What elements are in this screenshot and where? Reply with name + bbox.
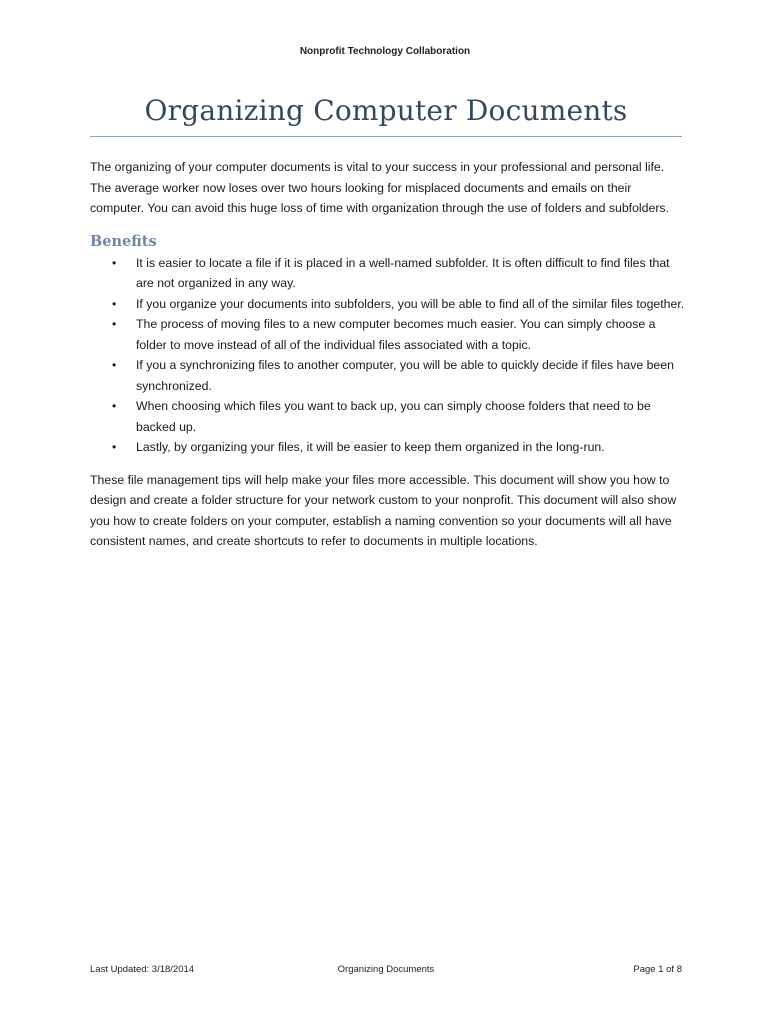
page-header: Nonprofit Technology Collaboration [299, 46, 471, 57]
document-body [90, 157, 686, 552]
list-item-text: It is easier to locate a file if it is placed in a well-named subfolder. It is often difficult to find files that are not organized in any way. [136, 255, 670, 290]
bullet-icon: • [112, 317, 117, 331]
bullet-icon: • [112, 255, 117, 270]
document-title: Organizing Computer Documents [144, 94, 628, 127]
list-item-text: The process of moving files to a new computer becomes much easier. You can simply choose a folder to move instead of all of the individual files associated with a topic. [136, 317, 656, 352]
list-item [90, 396, 686, 437]
title-divider [90, 136, 682, 137]
list-item [90, 294, 686, 315]
list-item-text: If you organize your documents into subfolders, you will be able to find all of the similar files together. [136, 296, 685, 311]
list-item [90, 355, 686, 396]
last-updated: Last Updated: 3/18/2014 [90, 964, 195, 975]
list-item-text: If you a synchronizing files to another computer, you will be able to quickly decide if files have been synchronized. [136, 358, 674, 393]
bullet-icon: • [112, 296, 117, 311]
closing-paragraph: These file management tips will help make your files more accessible. This document will show you how to design and create a folder structure for your network custom to your nonprofit. This document will also show you how to create folders on your computer, establish a naming convention so your documents will all have consistent names, and create shortcuts to refer to documents in multiple locations. [90, 472, 677, 548]
footer-document-name: Organizing Documents [337, 964, 435, 975]
bullet-icon: • [112, 358, 117, 372]
benefits-list [90, 253, 686, 458]
benefits-heading: Benefits [90, 232, 157, 250]
list-item [90, 314, 686, 355]
bullet-icon: • [112, 440, 117, 454]
page-footer [90, 964, 682, 978]
list-item [90, 253, 686, 294]
list-item [90, 437, 686, 458]
list-item-text: When choosing which files you want to back up, you can simply choose folders that need to be backed up. [136, 399, 651, 434]
intro-paragraph: The organizing of your computer documents is vital to your success in your professional and personal life. The average worker now loses over two hours looking for misplaced documents and emails on their computer. You can avoid this huge loss of time with organization through the use of folders and subfolders. [90, 160, 669, 215]
list-item-text: Lastly, by organizing your files, it will be easier to keep them organized in the long-run. [136, 440, 605, 454]
bullet-icon: • [112, 399, 117, 413]
page-number: Page 1 of 8 [633, 964, 682, 975]
